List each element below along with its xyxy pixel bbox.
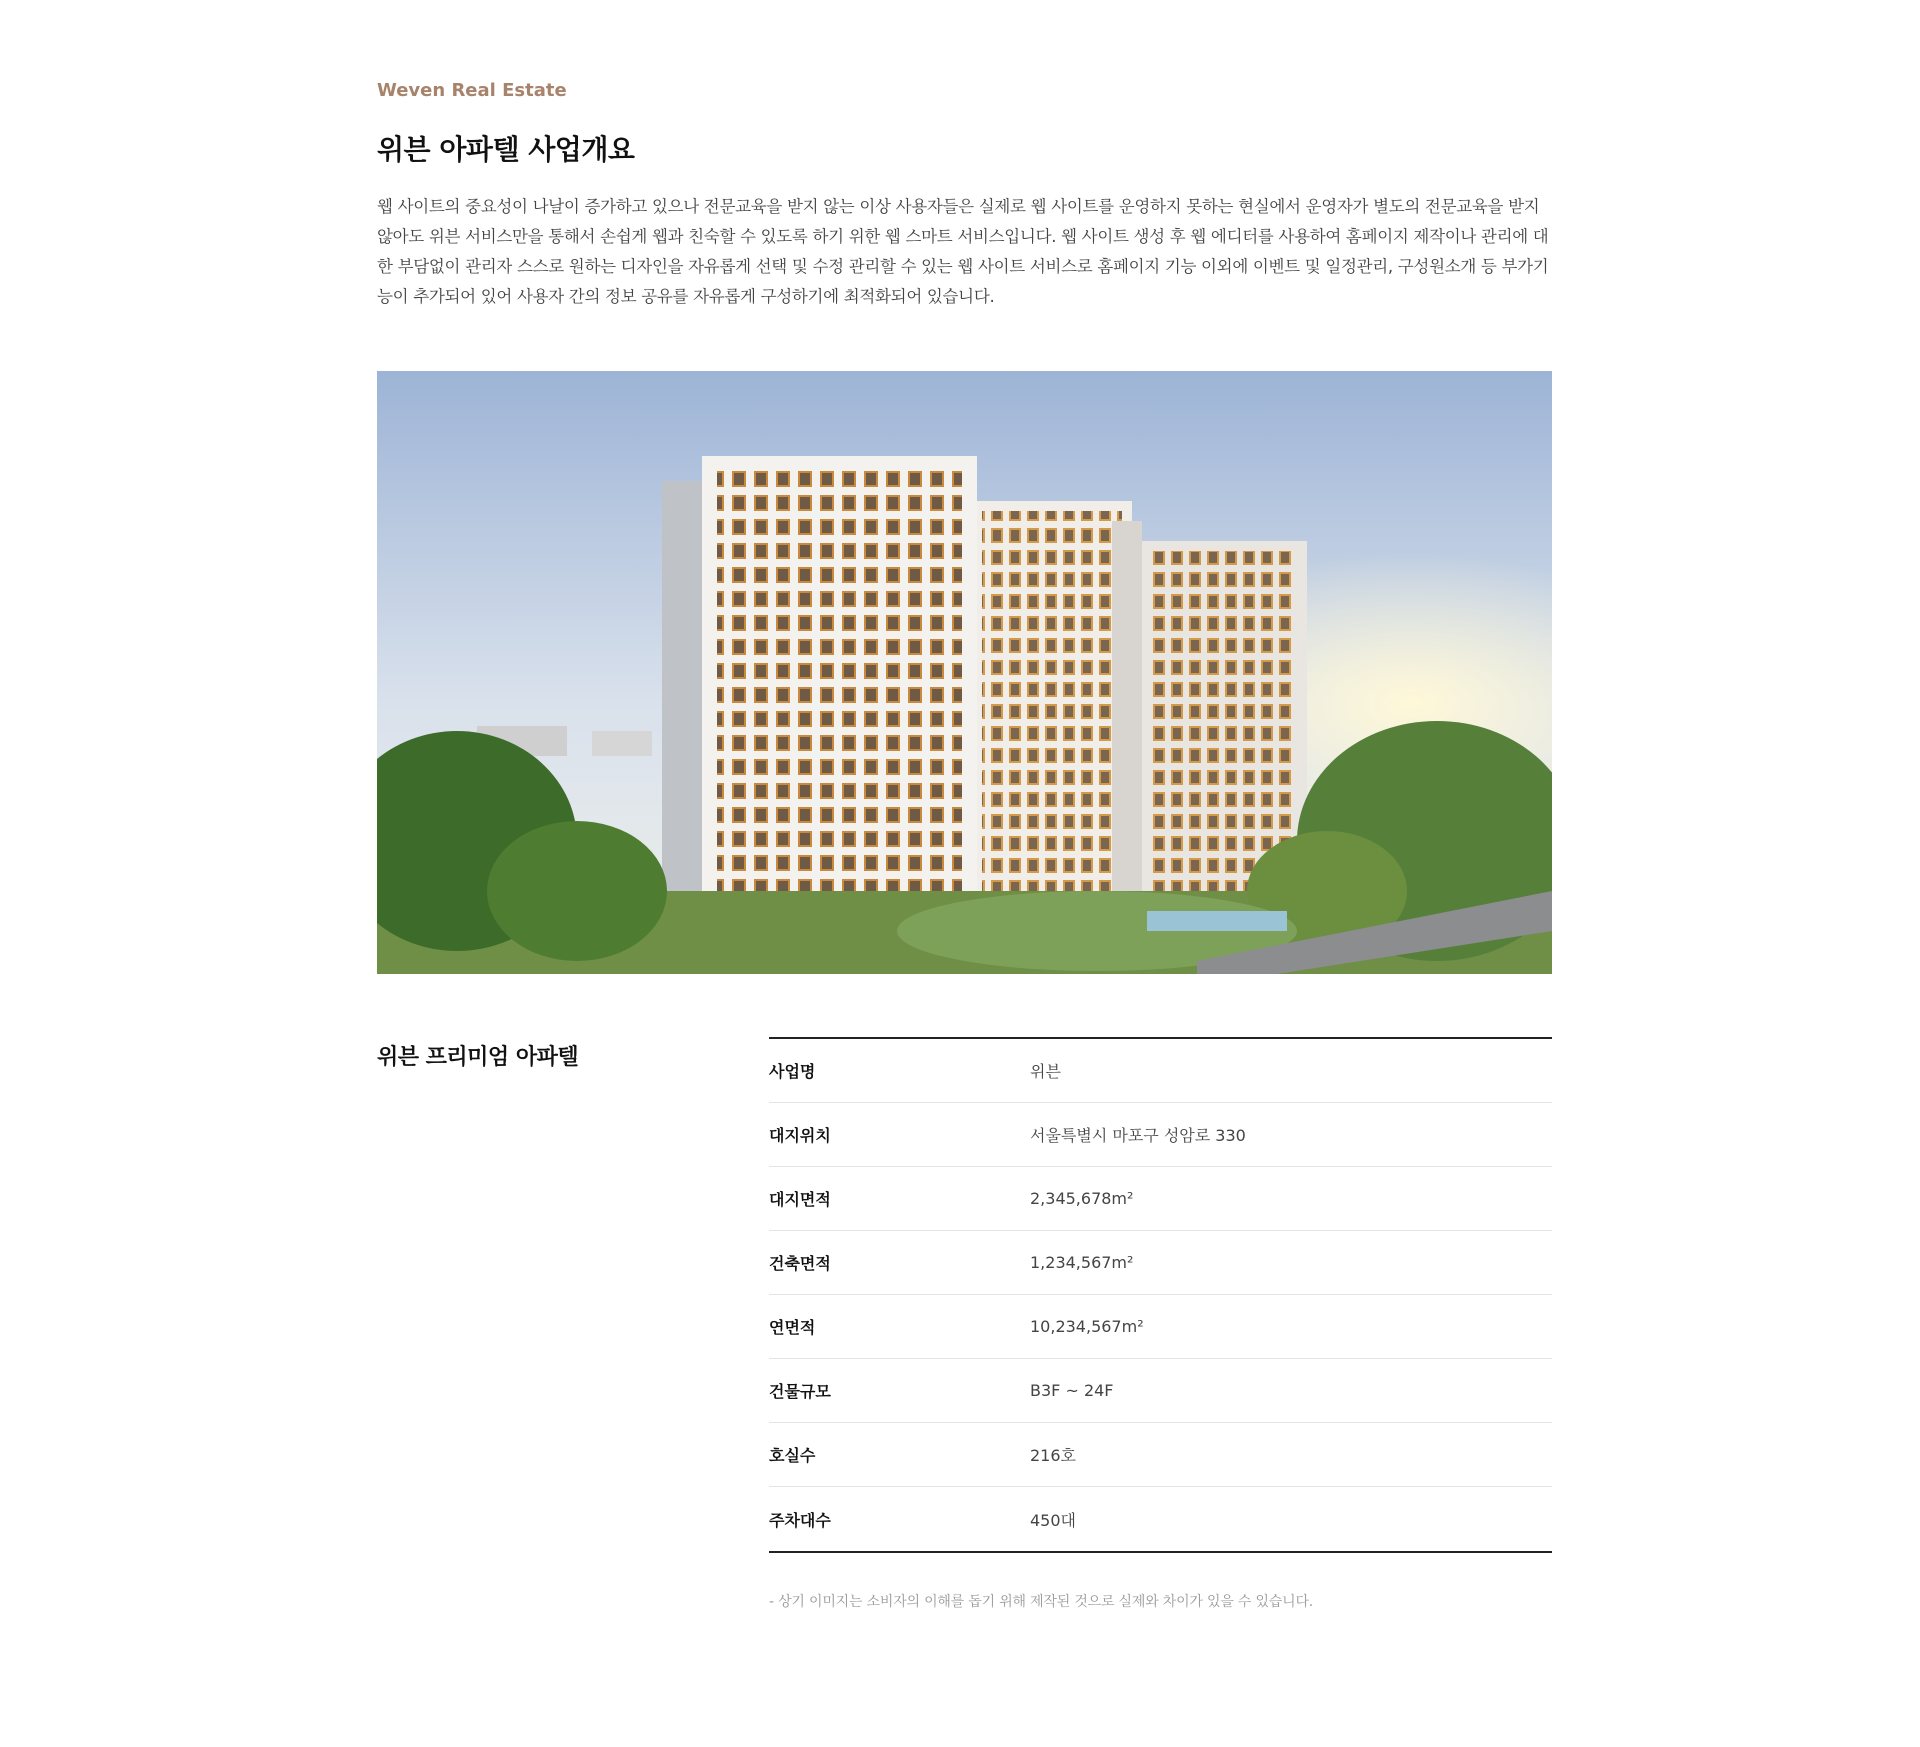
row-label: 대지면적	[769, 1190, 831, 1209]
row-value: 서울특별시 마포구 성암로 330	[1030, 1126, 1246, 1145]
row-value: 450대	[1030, 1510, 1076, 1530]
row-label: 연면적	[769, 1318, 816, 1337]
row-label: 호실수	[769, 1446, 816, 1465]
eyebrow-label: Weven Real Estate	[377, 80, 567, 101]
apartment-hero-image	[377, 371, 1552, 974]
row-label: 주차대수	[769, 1510, 831, 1530]
row-label: 사업명	[769, 1062, 816, 1081]
row-label: 건축면적	[769, 1254, 831, 1273]
table-row	[769, 1231, 1552, 1295]
row-value: 216호	[1030, 1446, 1076, 1465]
row-value: 1,234,567m²	[1030, 1253, 1134, 1272]
section-title: 위븐 프리미엄 아파텔	[377, 1045, 579, 1070]
disclaimer-note: - 상기 이미지는 소비자의 이해를 돕기 위해 제작된 것으로 실제와 차이가 있을 수 있습니다.	[769, 1594, 1314, 1610]
apartment-rendering	[377, 371, 1552, 974]
table-row	[769, 1167, 1552, 1231]
table-row	[769, 1487, 1552, 1551]
overview-table	[769, 1037, 1552, 1553]
row-value: 2,345,678m²	[1030, 1189, 1134, 1208]
table-row	[769, 1295, 1552, 1359]
table-row	[769, 1039, 1552, 1103]
page-title: 위븐 아파텔 사업개요	[377, 133, 635, 166]
row-value: B3F ~ 24F	[1030, 1381, 1114, 1400]
row-label: 건물규모	[769, 1382, 831, 1401]
table-row	[769, 1423, 1552, 1487]
intro-description: 웹 사이트의 중요성이 나날이 증가하고 있으나 전문교육을 받지 않는 이상 사용자들은 실제로 웹 사이트를 운영하지 못하는 현실에서 운영자가 별도의 전문교육을 받지 않아도 위븐 서비스만을 통해서 손쉽게 웹과 친숙할 수 있도록 하기 위한 웹 스마트 서비스입니다. 웹 사이트 생성 후 웹 에디터를 사용하여 홈페이지 제작이나 관리에 대한 부담없이 관리자 스스로 원하는 디자인을 자유롭게 선택 및 수정 관리할 수 있는 웹 사이트 서비스로 홈페이지 기능 이외에 이벤트 및 일정관리, 구성원소개 등 부가기능이 추가되어 있어 사용자 간의 정보 공유를 자유롭게 구성하기에 최적화되어 있습니다.	[377, 197, 1549, 306]
row-value: 10,234,567m²	[1030, 1317, 1144, 1336]
table-row	[769, 1103, 1552, 1167]
row-value: 위븐	[1030, 1062, 1061, 1081]
row-label: 대지위치	[769, 1126, 831, 1145]
table-row	[769, 1359, 1552, 1423]
